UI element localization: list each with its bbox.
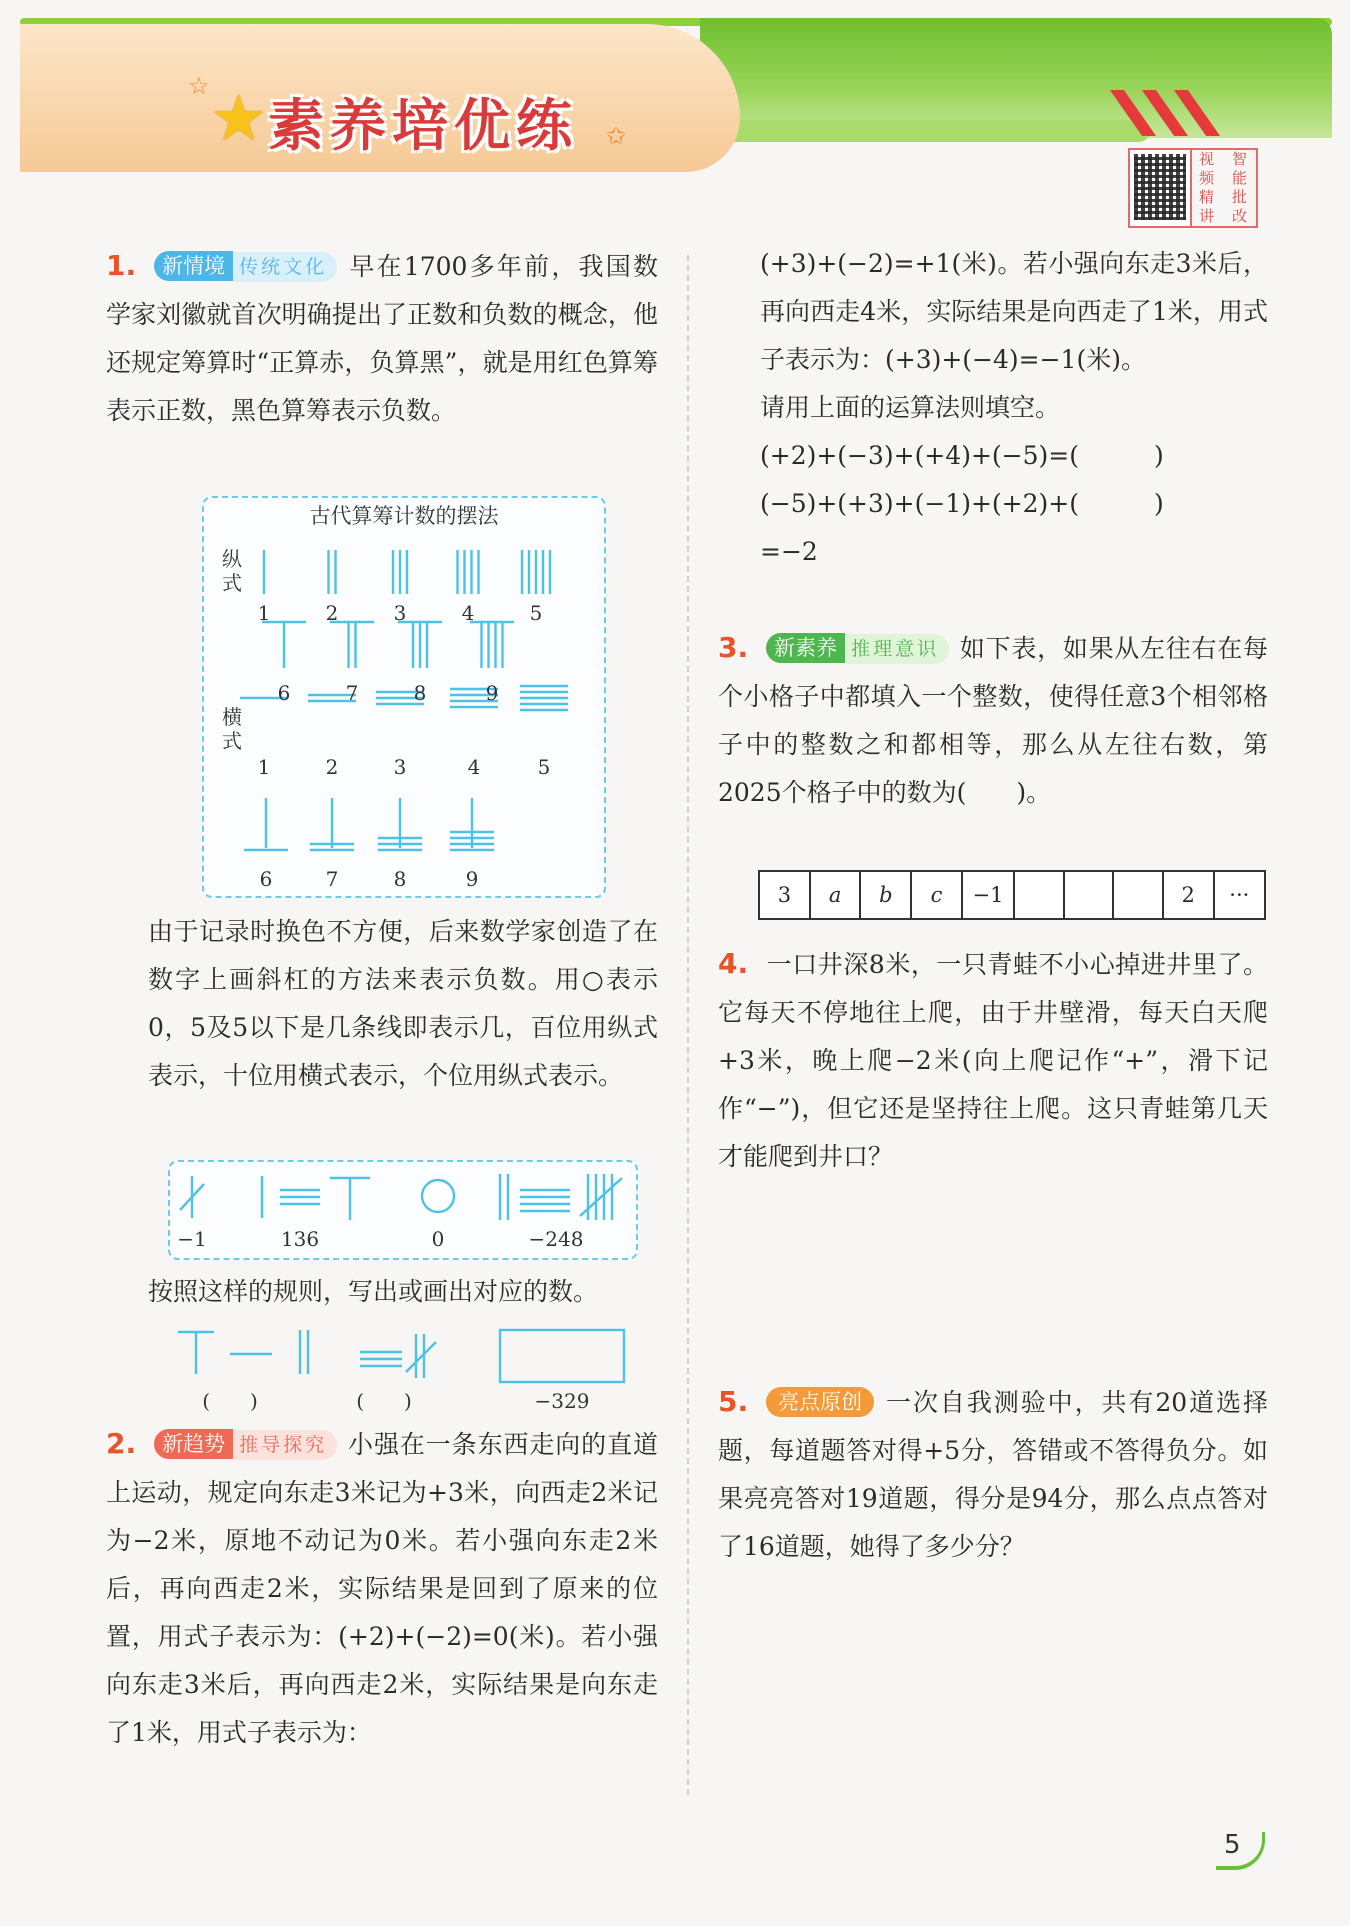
rod-label: 9	[485, 681, 499, 705]
rod-label: 4	[461, 601, 475, 625]
q1-intro-text: 早在1700多年前，我国数学家刘徽就首次明确提出了正数和负数的概念，他还规定筹算时“正算赤，负算黑”，就是用红色算筹表示正数，黑色算筹表示负数。	[106, 252, 658, 425]
question-1	[106, 242, 658, 435]
answer-blank: ( )	[356, 1389, 412, 1413]
table-row	[759, 871, 1265, 919]
rod-label: 4	[467, 755, 481, 779]
table-cell: 3	[759, 871, 810, 919]
page-title: 素养培优练	[268, 94, 578, 159]
q5-tag: 亮点原创	[766, 1387, 874, 1417]
q2-blank-1[interactable]: (+2)+(−3)+(+4)+(−5)=( )	[760, 441, 1164, 470]
counting-rods-svg	[204, 498, 604, 896]
svg-text:式: 式	[222, 729, 242, 753]
q1-rule-paragraph: 由于记录时换色不方便，后来数学家创造了在数字上画斜杠的方法来表示负数。用○表示0，5及5以下是几条线即表示几，百位用纵式表示，十位用横式表示，个位用纵式表示。	[148, 917, 658, 1090]
star-icon: ★	[210, 82, 268, 156]
rod-label: 2	[325, 601, 339, 625]
rod-label: 9	[465, 867, 479, 891]
small-star-icon: ☆	[188, 72, 210, 100]
answer-blank: ( )	[202, 1389, 258, 1413]
rod-label: 5	[537, 755, 551, 779]
table-cell: −1	[962, 871, 1014, 919]
q3-number: 3.	[718, 631, 749, 664]
examples-svg	[170, 1162, 636, 1258]
example-label: −1	[177, 1227, 207, 1251]
rod-label: 2	[325, 755, 339, 779]
q3-tag: 新素养 推理意识	[766, 633, 949, 664]
rod-label: 8	[413, 681, 427, 705]
q4-number: 4.	[718, 947, 749, 980]
rod-label: 1	[257, 601, 271, 625]
rod-label: 7	[345, 681, 359, 705]
q2-tag: 新趋势 推导探究	[154, 1429, 337, 1460]
q5-text: 一次自我测验中，共有20道选择题，每道题答对得+5分，答错或不答得负分。如果亮亮答对19道题，得分是94分，那么点点答对了16道题，她得了多少分？	[718, 1388, 1268, 1561]
q2-text: 小强在一条东西走向的直道上运动，规定向东走3米记为+3米，向西走2米记为−2米，原地不动记为0米。若小强向东走2米后，再向西走2米，实际结果是回到了原来的位置，用式子表示为：(+2)+(−2)=0(米)。若小强向东走3米后，再向西走2米，实际结果是向东走了1米，用式子表示为：	[106, 1430, 658, 1747]
q2-number: 2.	[106, 1427, 137, 1460]
question-2-continued	[760, 240, 1268, 576]
figure-title: 古代算筹计数的摆法	[309, 504, 499, 528]
question-2	[106, 1420, 658, 1757]
vertical-rods-6-9	[262, 622, 514, 668]
qr-code-icon[interactable]	[1128, 148, 1192, 228]
q1-instruction: 按照这样的规则，写出或画出对应的数。	[148, 1277, 599, 1306]
q1-answer-figure	[160, 1324, 640, 1414]
q5-number: 5.	[718, 1385, 749, 1418]
q2-instruction: 请用上面的运算法则填空。	[760, 393, 1061, 422]
vertical-rods-1-5	[264, 550, 550, 594]
examples-figure	[168, 1160, 638, 1260]
table-cell: b	[860, 871, 911, 919]
qr-service-label: 视 智 频 能 精 批 讲 改	[1190, 148, 1258, 228]
rod-label: 6	[259, 867, 273, 891]
sequence-table	[758, 870, 1266, 920]
rod-label: 3	[393, 755, 407, 779]
example-label: 136	[280, 1227, 320, 1251]
table-cell[interactable]	[1064, 871, 1114, 919]
table-cell: 2	[1163, 871, 1214, 919]
question-3	[718, 624, 1268, 817]
answer-value: −329	[534, 1389, 590, 1413]
q2-continued-text: (+3)+(−2)=+1(米)。若小强向东走3米后，再向西走4米，实际结果是向西走了1米，用式子表示为：(+3)+(−4)=−1(米)。	[760, 249, 1268, 374]
column-divider	[687, 255, 689, 1795]
rod-label: 7	[325, 867, 339, 891]
decorative-stripes	[1116, 90, 1236, 130]
horizontal-rods-6-9	[244, 798, 494, 850]
table-cell[interactable]	[1113, 871, 1163, 919]
label-horizontal: 横	[222, 705, 242, 729]
q2-blank-2[interactable]: (−5)+(+3)+(−1)+(+2)+( )	[760, 489, 1164, 518]
rod-label: 1	[257, 755, 271, 779]
question-4	[718, 940, 1268, 1181]
rod-label: 5	[529, 601, 543, 625]
table-cell: a	[810, 871, 861, 919]
header-green-band-low	[730, 120, 1150, 142]
label-vertical: 纵	[222, 547, 242, 571]
question-5	[718, 1378, 1268, 1571]
q3-text: 如下表，如果从左往右在每个小格子中都填入一个整数，使得任意3个相邻格子中的整数之和都相等，那么从左往右数，第2025个格子中的数为( )。	[718, 634, 1268, 807]
q1-tag: 新情境 传统文化	[154, 251, 337, 282]
q4-text: 一口井深8米，一只青蛙不小心掉进井里了。它每天不停地往上爬，由于井壁滑，每天白天爬+3米，晚上爬−2米(向上爬记作“+”，滑下记作“−”)，但它还是坚持往上爬。这只青蛙第几天才能爬到井口？	[718, 950, 1268, 1171]
table-cell: ···	[1214, 871, 1265, 919]
page-number: 5	[1224, 1830, 1241, 1860]
example-label: 0	[431, 1227, 445, 1251]
q1-intro-paragraph	[106, 242, 658, 435]
table-cell[interactable]	[1014, 871, 1064, 919]
table-cell: c	[911, 871, 962, 919]
q2-blank-2-result: =−2	[760, 537, 818, 566]
q1-number: 1.	[106, 249, 137, 282]
counting-rods-figure	[202, 496, 606, 898]
small-star-icon: ✩	[606, 122, 627, 150]
rod-label: 3	[393, 601, 407, 625]
rod-label: 6	[277, 681, 291, 705]
rod-label: 8	[393, 867, 407, 891]
svg-text:式: 式	[222, 571, 242, 595]
example-label: −248	[528, 1227, 584, 1251]
